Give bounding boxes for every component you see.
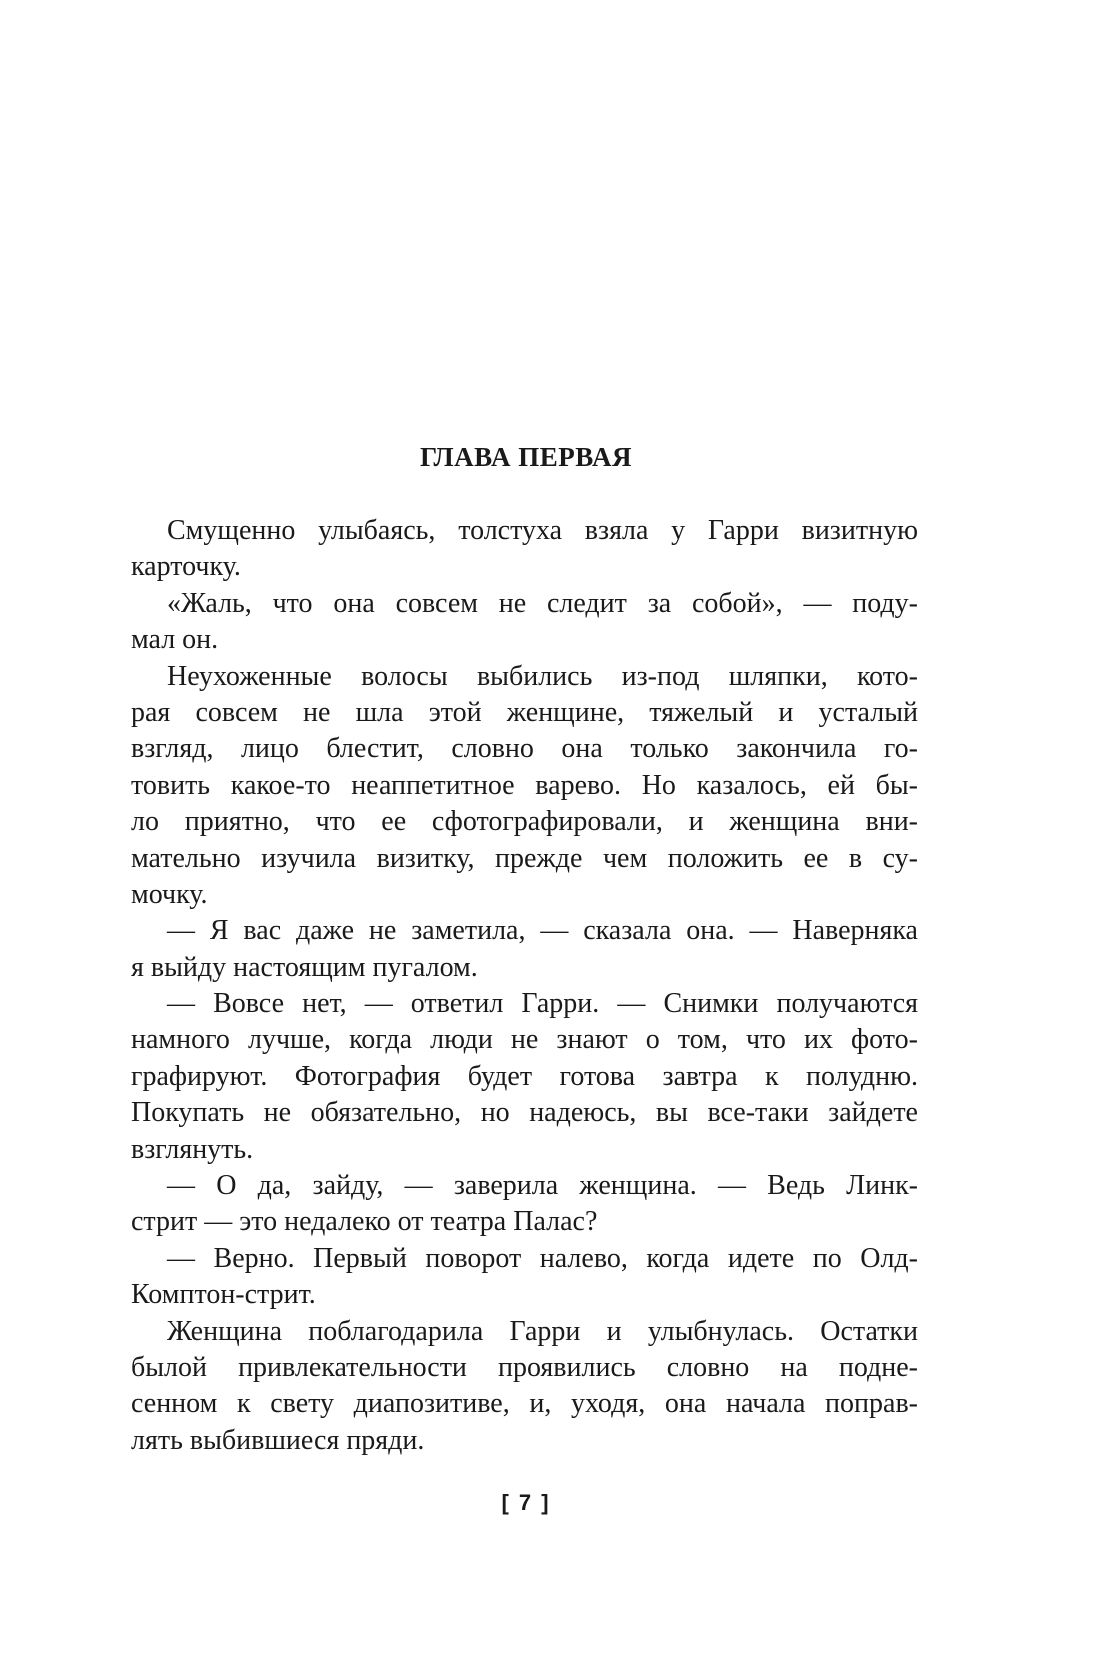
text-line: Покупать не обязательно, но надеюсь, вы все-таки зайдете: [131, 1097, 918, 1129]
text-line: — Вовсе нет, — ответил Гарри. — Снимки получаются: [167, 988, 918, 1020]
text-line: карточку.: [131, 551, 241, 583]
text-line: — О да, зайду, — заверила женщина. — Ведь Линк-: [167, 1170, 918, 1202]
page-number: [ 7 ]: [501, 1490, 551, 1515]
text-line: товить какое-то неаппетитное варево. Но казалось, ей бы-: [131, 769, 918, 801]
text-line: мочку.: [131, 878, 208, 910]
text-line: намного лучше, когда люди не знают о том, что их фото-: [131, 1024, 918, 1056]
chapter-title: ГЛАВА ПЕРВАЯ: [419, 442, 633, 472]
text-line: Женщина поблагодарила Гарри и улыбнулась. Остатки: [167, 1315, 918, 1347]
text-line: мал он.: [131, 624, 219, 656]
text-line: Неухоженные волосы выбились из-под шляпки, кото-: [167, 660, 918, 692]
chapter-text: [131, 513, 918, 1459]
text-line: взглянуть.: [131, 1133, 254, 1165]
text-line: рая совсем не шла этой женщине, тяжелый и усталый: [131, 696, 918, 728]
text-line: «Жаль, что она совсем не следит за собой», — поду-: [167, 587, 918, 619]
text-line: стрит — это недалеко от театра Палас?: [131, 1206, 598, 1238]
text-line: мательно изучила визитку, прежде чем положить ее в су-: [131, 842, 918, 874]
text-line: я выйду настоящим пугалом.: [131, 951, 478, 983]
text-line: графируют. Фотография будет готова завтра к полудню.: [131, 1060, 918, 1092]
text-line: лять выбившиеся пряди.: [131, 1424, 425, 1456]
text-line: — Я вас даже не заметила, — сказала она. — Наверняка: [167, 915, 918, 947]
text-line: былой привлекательности проявились словно на подне-: [131, 1351, 918, 1383]
text-line: Смущенно улыбаясь, толстуха взяла у Гарри визитную: [167, 515, 918, 546]
text-line: — Верно. Первый поворот налево, когда идете по Олд-: [167, 1242, 918, 1274]
text-line: Комптон-стрит.: [131, 1279, 316, 1311]
text-line: ло приятно, что ее сфотографировали, и женщина вни-: [131, 806, 918, 838]
text-line: взгляд, лицо блестит, словно она только закончила го-: [131, 733, 918, 765]
text-line: сенном к свету диапозитиве, и, уходя, она начала поправ-: [131, 1388, 918, 1420]
